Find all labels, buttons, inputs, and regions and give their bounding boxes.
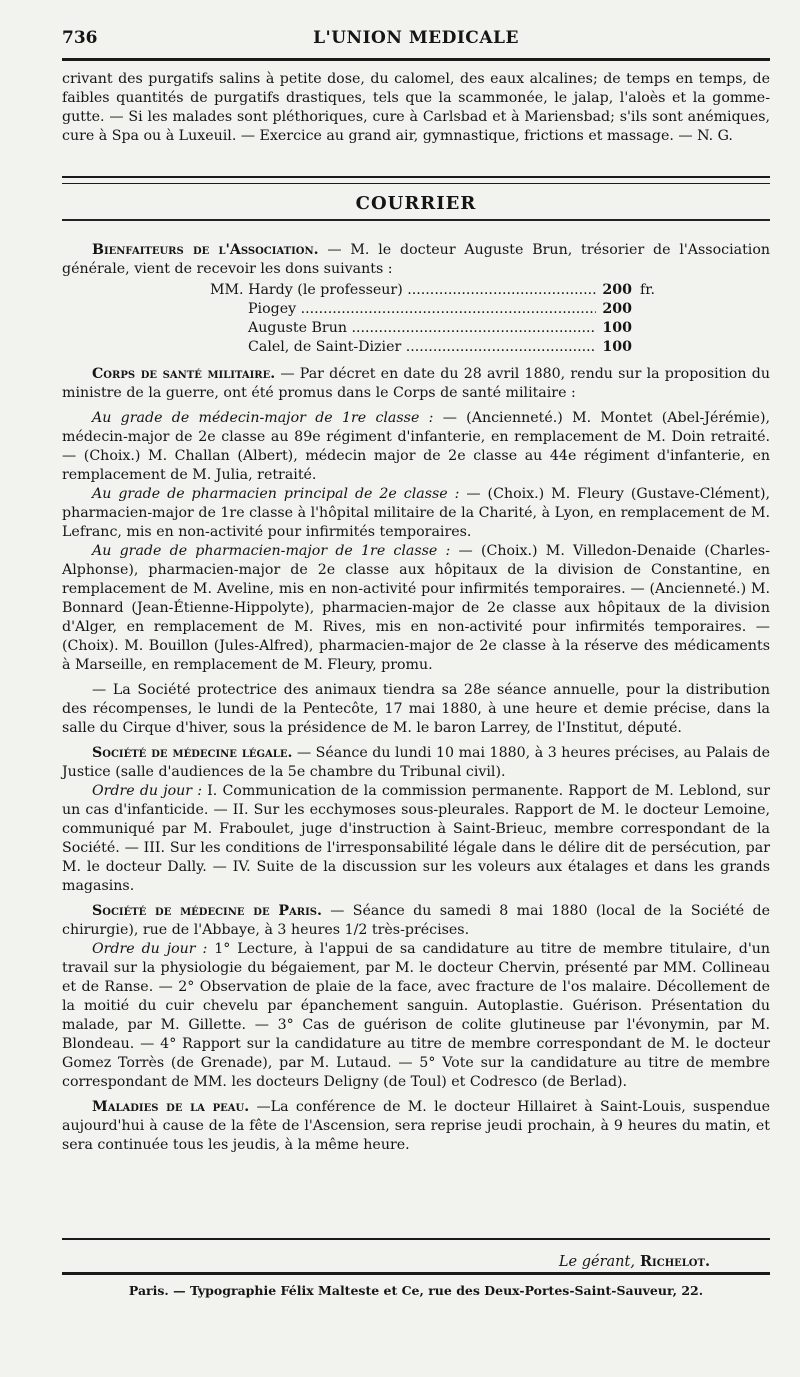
article-body (62, 70, 770, 146)
corps-heading: Corps de santé militaire. (92, 366, 276, 382)
promotion-text: — (Ancienneté.) M. Montet (Abel-Jérémie), médecin-major de 2e classe au 89e régiment d'infanterie, en remplacement de M. Doin retraité. — (Choix.) M. Challan (Albert), médecin major de 2e classe au 44e régiment d'infanterie, en remplacement de M. Julia, retraité. (62, 410, 770, 483)
corps-paragraph (62, 365, 770, 403)
donor-amount: 100 (602, 320, 632, 336)
header-rule (62, 58, 770, 61)
corps-text: — Par décret en date du 28 avril 1880, rendu sur la proposition du ministre de la guerre, ont été promus dans le Corps de santé militaire : (62, 366, 770, 401)
peau-heading: Maladies de la peau. (92, 1099, 250, 1115)
donor-name: MM. Hardy (le professeur) ..... (210, 281, 596, 300)
promotion-lead: Au grade de pharmacien-major de 1re classe : (92, 543, 451, 559)
peau-text: —La conférence de M. le docteur Hillairet à Saint-Louis, suspendue aujourd'hui à cause de la fête de l'Ascension, sera reprise jeudi prochain, à 9 heures du matin, et sera continuée tous les jeudis, à la même heure. (62, 1099, 770, 1153)
footer-rule (62, 1272, 770, 1275)
bienfaiteurs-paragraph (62, 241, 770, 279)
donor-name: Calel, de Saint-Dizier ..... (210, 338, 596, 357)
donor-list (210, 281, 680, 357)
promotion-text: — (Choix.) M. Fleury (Gustave-Clément), pharmacien-major de 1re classe à l'hôpital militaire de la Charité, à Lyon, en remplacement de M. Lefranc, mis en non-activité pour infirmités temporaires. (62, 486, 771, 540)
legale-heading: Société de médecine légale. (92, 745, 293, 761)
legale-paragraph (62, 744, 770, 782)
paris-paragraph (62, 902, 770, 940)
ordre-lead: Ordre du jour : (92, 783, 203, 799)
ordre-lead: Ordre du jour : (92, 941, 208, 957)
donor-unit (632, 319, 680, 338)
legale-text: — Séance du lundi 10 mai 1880, à 3 heures précises, au Palais de Justice (salle d'audiences de la 5e chambre du Tribunal civil). (62, 745, 770, 780)
protectrice-paragraph: — La Société protectrice des animaux tiendra sa 28e séance annuelle, pour la distribution des récompenses, le lundi de la Pentecôte, 17 mai 1880, à une heure et demie précise, dans la salle du Cirque d'hiver, sous la présidence de M. le baron Larrey, de l'Institut, député. (62, 682, 770, 736)
ordre-text: 1° Lecture, à l'appui de sa candidature au titre de membre titulaire, d'un travail sur la physiologie du bégaiement, par M. le docteur Chervin, présenté par MM. Collineau et de Ranse. — 2° Observation de plaie de la face, avec fracture de l'os malaire. Décollement de la moitié du cuir chevelu par épanchement sanguin. Autoplastie. Guérison. Présentation du malade, par M. Gillette. — 3° Cas de guérison de colite glutineuse par l'évonymin, par M. Blondeau. — 4° Rapport sur la candidature au titre de membre correspondant de M. le docteur Gomez Torrès (de Grenade), par M. Lutaud. — 5° Vote sur la candidature au titre de membre correspondant de MM. les docteurs Deligny (de Toul) et Codresco (de Berlad). (62, 941, 771, 1090)
legale-ordre (62, 782, 770, 896)
donor-amount: 100 (602, 339, 632, 355)
donor-unit (632, 300, 680, 319)
paris-heading: Société de médecine de Paris. (92, 903, 322, 919)
section-rule-thin (62, 183, 770, 184)
bienfaiteurs-text: — M. le docteur Auguste Brun, trésorier de l'Association générale, vient de recevoir les dons suivants : (62, 242, 770, 277)
donor-name: Auguste Brun ..... (210, 319, 596, 338)
page-number: 736 (62, 28, 98, 48)
paris-ordre (62, 940, 770, 1092)
printer-imprint: Paris. — Typographie Félix Malteste et Ce, rue des Deux-Portes-Saint-Sauveur, 22. (128, 1283, 704, 1298)
corps-promotion-1 (62, 409, 770, 485)
journal-title: L'UNION MEDICALE (313, 28, 519, 48)
donor-name: Piogey ..... (210, 300, 596, 319)
signature-lead: Le gérant, (558, 1254, 635, 1270)
paris-text: — Séance du samedi 8 mai 1880 (local de la Société de chirurgie), rue de l'Abbaye, à 3 heures 1/2 très-précises. (62, 903, 770, 938)
courrier-column (62, 194, 770, 1155)
signature-name: Richelot. (634, 1253, 710, 1270)
bienfaiteurs-heading: Bienfaiteurs de l'Association. (92, 242, 319, 258)
section-rule-top (62, 176, 770, 178)
signature (559, 1253, 710, 1270)
donor-unit (632, 338, 680, 357)
donor-unit: fr. (640, 282, 655, 298)
donor-amount: 200 (602, 301, 632, 317)
intro-paragraph: crivant des purgatifs salins à petite dose, du calomel, des eaux alcalines; de temps en temps, de faibles quantités de purgatifs drastiques, tels que la scammonée, le jalap, l'aloès et la gomme-gutte. — Si les malades sont pléthoriques, cure à Carlsbad et à Mariensbad; s'ils sont anémiques, cure à Spa ou à Luxeuil. — Exercice au grand air, gymnastique, frictions et massage. — N. G. (62, 71, 770, 144)
donor-row (210, 338, 680, 357)
donor-row (210, 319, 680, 338)
promotion-lead: Au grade de pharmacien principal de 2e classe : (92, 486, 460, 502)
donor-row (210, 300, 680, 319)
closing-rule (62, 1238, 770, 1240)
ordre-text: I. Communication de la commission permanente. Rapport de M. Leblond, sur un cas d'infanticide. — II. Sur les ecchymoses sous-pleurales. Rapport de M. le docteur Lemoine, communiqué par M. Fraboulet, juge d'instruction à Saint-Brieuc, membre correspondant de la Société. — III. Sur les conditions de l'irresponsabilité légale dans le délire dit de persécution, par M. le docteur Dally. — IV. Suite de la discussion sur les voleurs aux étalages et dans les grands magasins. (62, 783, 771, 894)
page-header (62, 28, 770, 56)
promotion-lead: Au grade de médecin-major de 1re classe : (92, 410, 434, 426)
donor-amount: 200 (602, 282, 632, 298)
title-underline (62, 219, 770, 221)
section-title: COURRIER (355, 193, 477, 214)
peau-paragraph (62, 1098, 770, 1155)
promotion-text: — (Choix.) M. Villedon-Denaide (Charles-Alphonse), pharmacien-major de 2e classe aux hôpitaux de la division de Constantine, en remplacement de M. Aveline, mis en non-activité pour infirmités temporaires. — (Ancienneté.) M. Bonnard (Jean-Étienne-Hippolyte), pharmacien-major de 2e classe aux hôpitaux de la division d'Alger, en remplacement de M. Rives, mis en non-activité pour infirmités temporaires. — (Choix). M. Bouillon (Jules-Alfred), pharmacien-major de 2e classe à la réserve des médicaments à Marseille, en remplacement de M. Fleury, promu. (62, 543, 770, 673)
corps-promotion-2 (62, 485, 770, 542)
donor-row (210, 281, 680, 300)
corps-promotion-3 (62, 542, 770, 675)
